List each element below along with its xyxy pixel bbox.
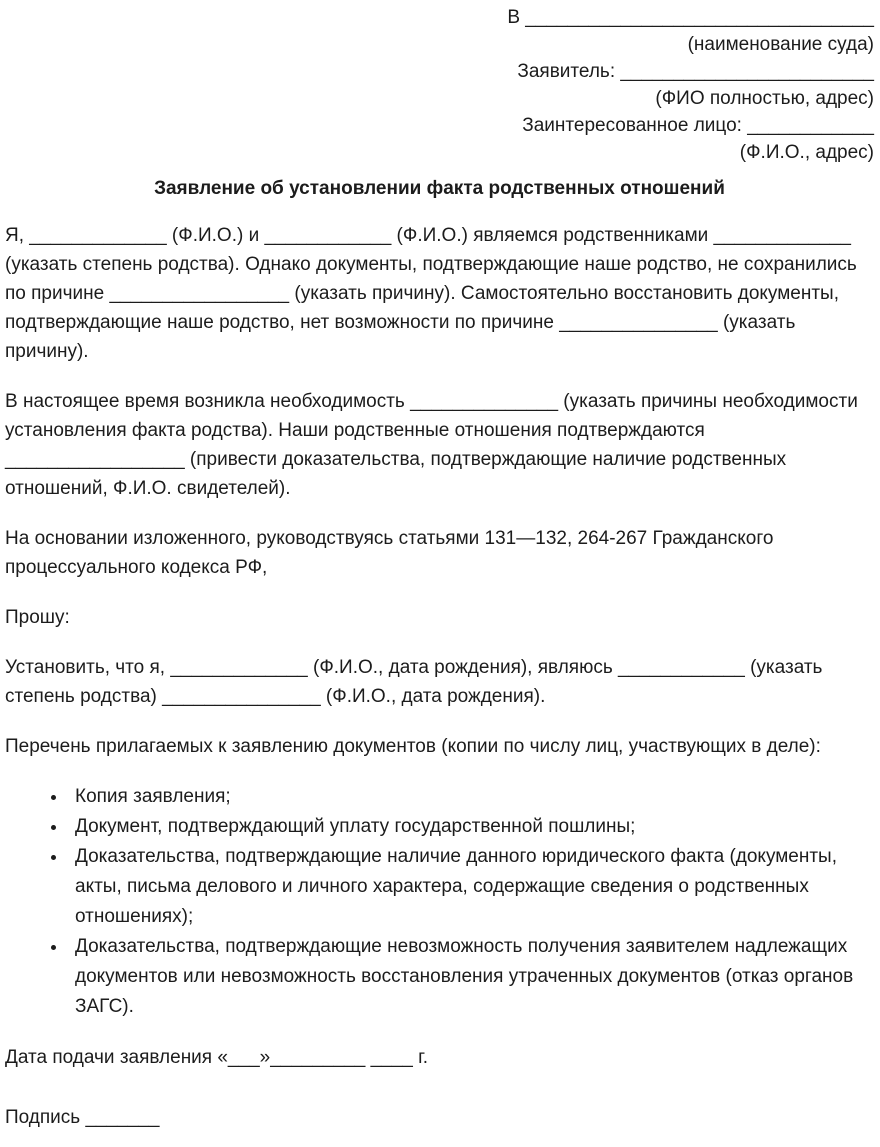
list-item: • Доказательства, подтверждающие наличие данного юридического факта (документы, акты, письма делового и личного характера, содержащие сведения о родственных отношениях);: [68, 842, 874, 932]
paragraph-attachments-intro: Перечень прилагаемых к заявлению документов (копии по числу лиц, участвующих в деле):: [5, 736, 821, 757]
paragraph-intro: Я, _____________ (Ф.И.О.) и ____________ (Ф.И.О.) являемся родственниками _____________ (указать степень родства). Однако документы, подтверждающие наше родство, не сохранились по причине _________________ (указать причину). Самостоятельно восстановить документы, подтверждающие наше родство, нет возможности по причине _______________ (указать причину).: [5, 225, 857, 362]
court-name-caption: (наименование суда): [687, 34, 874, 55]
applicant-caption: (ФИО полностью, адрес): [655, 88, 874, 109]
document-title: Заявление об установлении факта родственных отношений: [154, 178, 725, 199]
list-item: • Доказательства, подтверждающие невозможность получения заявителем надлежащих документов или невозможность восстановления утраченных документов (отказ органов ЗАГС).: [68, 932, 874, 1022]
signature-line: Подпись _______: [5, 1107, 160, 1128]
court-name-line: В _________________________________: [507, 7, 874, 28]
paragraph-legal-basis: На основании изложенного, руководствуясь статьями 131—132, 264-267 Гражданского процессуального кодекса РФ,: [5, 528, 774, 578]
paragraph-request: Установить, что я, _____________ (Ф.И.О., дата рождения), являюсь ____________ (указать степень родства) _______________ (Ф.И.О., дата рождения).: [5, 657, 823, 707]
date-line: Дата подачи заявления «___»_________ ____ г.: [5, 1047, 429, 1068]
list-item: • Копия заявления;: [68, 782, 874, 812]
interested-person-caption: (Ф.И.О., адрес): [739, 142, 874, 163]
applicant-line: Заявитель: ________________________: [517, 61, 874, 82]
paragraph-request-intro: Прошу:: [5, 607, 70, 628]
interested-person-line: Заинтересованное лицо: ____________: [522, 115, 874, 136]
attachments-list: [5, 782, 874, 1022]
court-header-block: [5, 4, 874, 166]
list-item: • Документ, подтверждающий уплату государственной пошлины;: [68, 812, 874, 842]
paragraph-necessity: В настоящее время возникла необходимость ______________ (указать причины необходимости установления факта родства). Наши родственные отношения подтверждаются _________________ (привести доказательства, подтверждающие наличие родственных отношений, Ф.И.О. свидетелей).: [5, 391, 858, 499]
